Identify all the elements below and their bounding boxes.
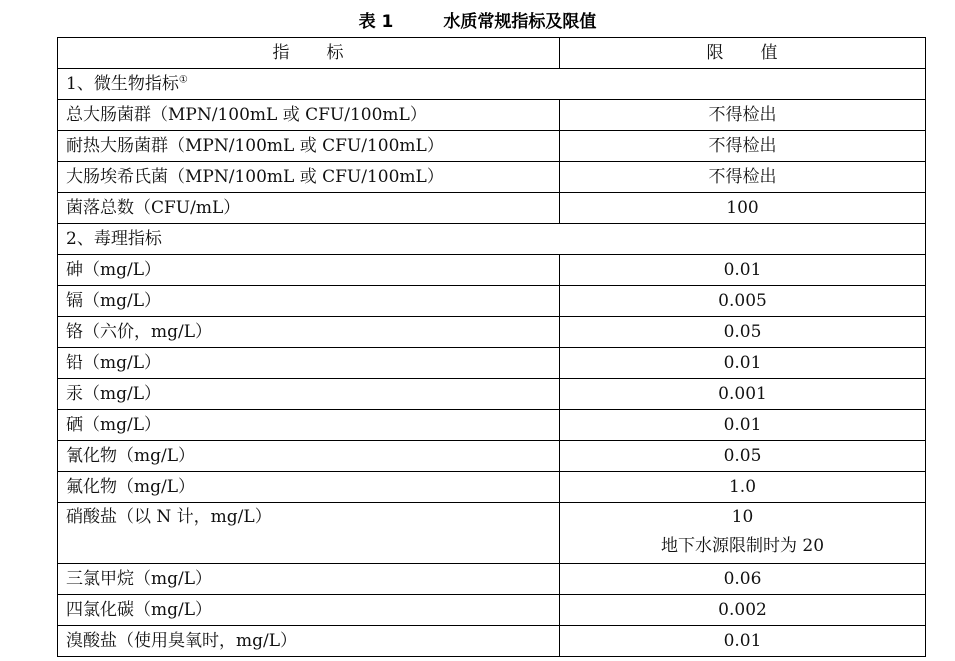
limit-cell: 0.06 [560, 564, 926, 595]
table-row [58, 100, 926, 131]
section-heading [58, 224, 926, 255]
limit-cell: 不得检出 [560, 162, 926, 193]
indicator-cell: 砷（mg/L） [58, 255, 560, 286]
indicator-cell: 氟化物（mg/L） [58, 472, 560, 503]
limit-cell: 不得检出 [560, 100, 926, 131]
table-row [58, 131, 926, 162]
table-row [58, 193, 926, 224]
indicator-cell: 大肠埃希氏菌（MPN/100mL 或 CFU/100mL） [58, 162, 560, 193]
table-row [58, 255, 926, 286]
indicator-cell: 汞（mg/L） [58, 379, 560, 410]
table-row [58, 441, 926, 472]
limit-cell: 0.05 [560, 317, 926, 348]
limit-cell [560, 503, 926, 564]
limit-cell: 0.01 [560, 348, 926, 379]
limit-cell: 0.01 [560, 410, 926, 441]
section-heading-row [58, 224, 926, 255]
table-row [58, 286, 926, 317]
header-limit: 限 值 [560, 38, 926, 69]
limit-cell: 0.001 [560, 379, 926, 410]
limit-cell: 0.01 [560, 255, 926, 286]
indicator-cell: 铬（六价，mg/L） [58, 317, 560, 348]
indicator-cell: 菌落总数（CFU/mL） [58, 193, 560, 224]
indicator-cell: 镉（mg/L） [58, 286, 560, 317]
limit-value: 10 [731, 507, 754, 527]
indicator-cell: 硝酸盐（以 N 计，mg/L） [58, 503, 560, 564]
section-heading [58, 69, 926, 100]
section-heading-row [58, 69, 926, 100]
footnote-mark: ① [178, 74, 188, 86]
table-caption [0, 10, 955, 34]
table-row [58, 317, 926, 348]
limit-cell: 0.01 [560, 626, 926, 657]
header-row [58, 38, 926, 69]
limit-cell: 不得检出 [560, 131, 926, 162]
limit-cell: 0.005 [560, 286, 926, 317]
limit-cell: 0.05 [560, 441, 926, 472]
section-title: 2、毒理指标 [66, 229, 162, 249]
water-quality-table [57, 37, 926, 657]
indicator-cell: 氰化物（mg/L） [58, 441, 560, 472]
indicator-cell: 溴酸盐（使用臭氧时，mg/L） [58, 626, 560, 657]
table-row [58, 472, 926, 503]
table-row [58, 162, 926, 193]
limit-note: 地下水源限制时为 20 [660, 536, 825, 556]
table-row [58, 503, 926, 564]
section-title: 1、微生物指标 [66, 74, 179, 94]
indicator-cell: 硒（mg/L） [58, 410, 560, 441]
table-row [58, 595, 926, 626]
table-row [58, 410, 926, 441]
indicator-cell: 耐热大肠菌群（MPN/100mL 或 CFU/100mL） [58, 131, 560, 162]
limit-cell: 1.0 [560, 472, 926, 503]
indicator-cell: 铅（mg/L） [58, 348, 560, 379]
table-row [58, 348, 926, 379]
limit-cell: 0.002 [560, 595, 926, 626]
limit-cell: 100 [560, 193, 926, 224]
table-row [58, 626, 926, 657]
table-number: 表 1 [358, 12, 394, 32]
indicator-cell: 三氯甲烷（mg/L） [58, 564, 560, 595]
table-row [58, 379, 926, 410]
table-row [58, 564, 926, 595]
table-title: 水质常规指标及限值 [443, 12, 597, 32]
indicator-cell: 总大肠菌群（MPN/100mL 或 CFU/100mL） [58, 100, 560, 131]
indicator-cell: 四氯化碳（mg/L） [58, 595, 560, 626]
header-indicator: 指 标 [58, 38, 560, 69]
